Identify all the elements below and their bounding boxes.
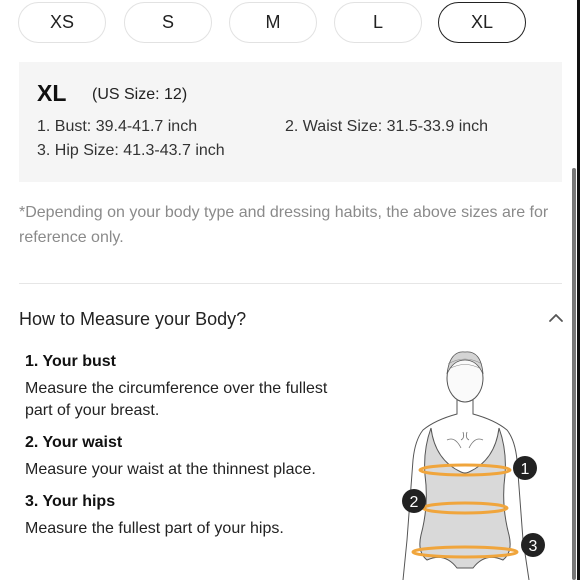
marker-1 [513,456,537,480]
figure-head [447,352,483,402]
step-hips-desc: Measure the fullest part of your hips. [25,520,284,537]
size-option-s[interactable]: S [124,2,212,43]
size-reference-note: *Depending on your body type and dressing habits, the above sizes are for reference only. [19,204,549,246]
step-bust-title: 1. Your bust [25,353,116,370]
size-option-l[interactable]: L [334,2,422,43]
svg-text:3: 3 [528,538,538,555]
size-option-m[interactable]: M [229,2,317,43]
step-bust-desc: Measure the circumference over the fullest part of your breast. [25,380,328,419]
size-selector [0,0,580,44]
bust-measurement: 1. Bust: 39.4-41.7 inch [37,118,198,135]
step-hips-title: 3. Your hips [25,493,116,510]
body-measurement-illustration [395,340,575,580]
marker-3 [521,533,545,557]
step-waist-desc: Measure your waist at the thinnest place. [25,461,316,478]
size-option-xl[interactable]: XL [438,2,526,43]
measure-section-title[interactable]: How to Measure your Body? [19,309,247,329]
marker-2 [402,489,426,513]
size-detail-card [19,62,562,182]
chevron-up-icon[interactable] [548,311,564,325]
svg-text:1: 1 [520,461,530,478]
us-size-label: (US Size: 12) [92,86,188,103]
scrollbar[interactable] [572,168,576,580]
waist-measurement: 2. Waist Size: 31.5-33.9 inch [285,118,489,135]
section-divider [19,283,562,284]
hip-measurement: 3. Hip Size: 41.3-43.7 inch [37,142,225,159]
selected-size-name: XL [37,80,67,106]
size-option-xs[interactable]: XS [18,2,106,43]
svg-text:2: 2 [409,494,419,511]
step-waist-title: 2. Your waist [25,434,123,451]
